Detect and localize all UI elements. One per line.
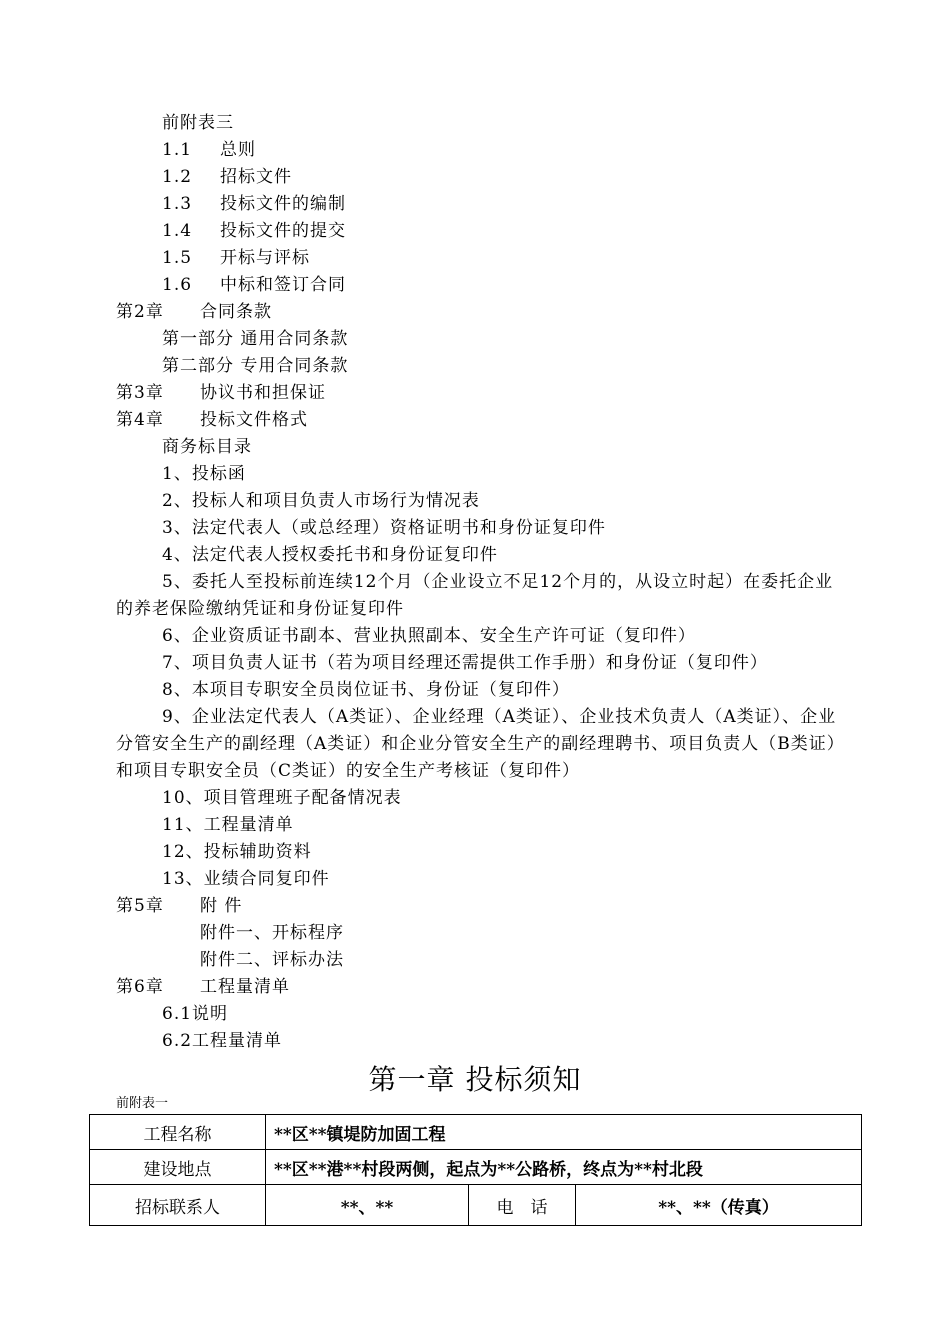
toc-item: 13、业绩合同复印件 (162, 869, 330, 889)
toc-item: 11、工程量清单 (162, 815, 294, 835)
chapter-title: 合同条款 (200, 302, 272, 322)
project-name-value: **区**镇堤防加固工程 (266, 1115, 862, 1150)
toc-item: 8、本项目专职安全员岗位证书、身份证（复印件） (162, 680, 570, 700)
toc-item: 1、投标函 (162, 464, 246, 484)
toc-chapter (116, 893, 242, 920)
section-number: 1.1 (162, 140, 193, 160)
section-title: 中标和签订合同 (220, 275, 346, 295)
section-title: 招标文件 (220, 167, 292, 187)
toc-item: 第一部分 通用合同条款 (162, 329, 349, 349)
toc-chapter (116, 299, 272, 326)
contact-value: **、** (266, 1185, 469, 1226)
section-number: 1.4 (162, 221, 193, 241)
toc-item (162, 218, 346, 245)
toc-item: 6、企业资质证书副本、营业执照副本、安全生产许可证（复印件） (162, 626, 696, 646)
table-row (90, 1185, 862, 1226)
chapter-number: 第5章 (116, 896, 164, 916)
toc-item: 10、项目管理班子配备情况表 (162, 788, 402, 808)
section-title: 开标与评标 (220, 248, 310, 268)
chapter-title: 附 件 (200, 896, 243, 916)
toc-item: 2、投标人和项目负责人市场行为情况表 (162, 491, 480, 511)
chapter-title: 工程量清单 (200, 977, 290, 997)
section-title: 投标文件的编制 (220, 194, 346, 214)
toc-chapter (116, 974, 290, 1001)
chapter-number: 第2章 (116, 302, 164, 322)
location-value: **区**港**村段两侧，起点为**公路桥，终点为**村北段 (266, 1150, 862, 1185)
toc-item: 6.1说明 (162, 1004, 229, 1024)
toc-item: 4、法定代表人授权委托书和身份证复印件 (162, 545, 498, 565)
toc-item: 6.2工程量清单 (162, 1031, 283, 1051)
toc-item: 7、项目负责人证书（若为项目经理还需提供工作手册）和身份证（复印件） (162, 653, 768, 673)
chapter-title: 投标文件格式 (200, 410, 308, 430)
chapter-number: 第3章 (116, 383, 164, 403)
toc-chapter (116, 380, 326, 407)
toc-item: 12、投标辅助资料 (162, 842, 312, 862)
location-label: 建设地点 (90, 1150, 266, 1185)
toc-chapter (116, 407, 308, 434)
toc-item (162, 137, 256, 164)
toc-item (162, 191, 346, 218)
toc-item (162, 245, 310, 272)
section-title: 投标文件的提交 (220, 221, 346, 241)
table-row (90, 1150, 862, 1185)
toc-item: 5、委托人至投标前连续12个月（企业设立不足12个月的，从设立时起）在委托企业的养老保险缴纳凭证和身份证复印件 (116, 572, 834, 619)
section-title: 总则 (220, 140, 256, 160)
phone-value: **、**（传真） (576, 1185, 862, 1226)
toc-item: 第二部分 专用合同条款 (162, 356, 349, 376)
toc-item: 商务标目录 (162, 437, 252, 457)
table-caption: 前附表一 (116, 1096, 169, 1111)
contact-label: 招标联系人 (90, 1185, 266, 1226)
phone-label: 电 话 (469, 1185, 576, 1226)
section-number: 1.2 (162, 167, 193, 187)
toc-item: 3、法定代表人（或总经理）资格证明书和身份证复印件 (162, 518, 606, 538)
chapter-title: 协议书和担保证 (200, 383, 326, 403)
project-name-label: 工程名称 (90, 1115, 266, 1150)
section-number: 1.3 (162, 194, 193, 214)
section-number: 1.6 (162, 275, 193, 295)
table-row (90, 1115, 862, 1150)
toc-item (162, 164, 292, 191)
toc-item: 附件二、评标办法 (200, 950, 344, 970)
section-number: 1.5 (162, 248, 193, 268)
chapter-number: 第4章 (116, 410, 164, 430)
toc-item: 9、企业法定代表人（A类证）、企业经理（A类证）、企业技术负责人（A类证）、企业分管安全生产的副经理（A类证）和企业分管安全生产的副经理聘书、项目负责人（B类证）和项目专职安全员（C类证）的安全生产考核证（复印件） (116, 707, 837, 781)
toc-item: 前附表三 (162, 113, 234, 133)
project-info-table (89, 1114, 862, 1226)
toc-item (162, 272, 346, 299)
chapter-heading: 第一章 投标须知 (368, 1063, 582, 1096)
toc-item: 附件一、开标程序 (200, 923, 344, 943)
chapter-number: 第6章 (116, 977, 164, 997)
